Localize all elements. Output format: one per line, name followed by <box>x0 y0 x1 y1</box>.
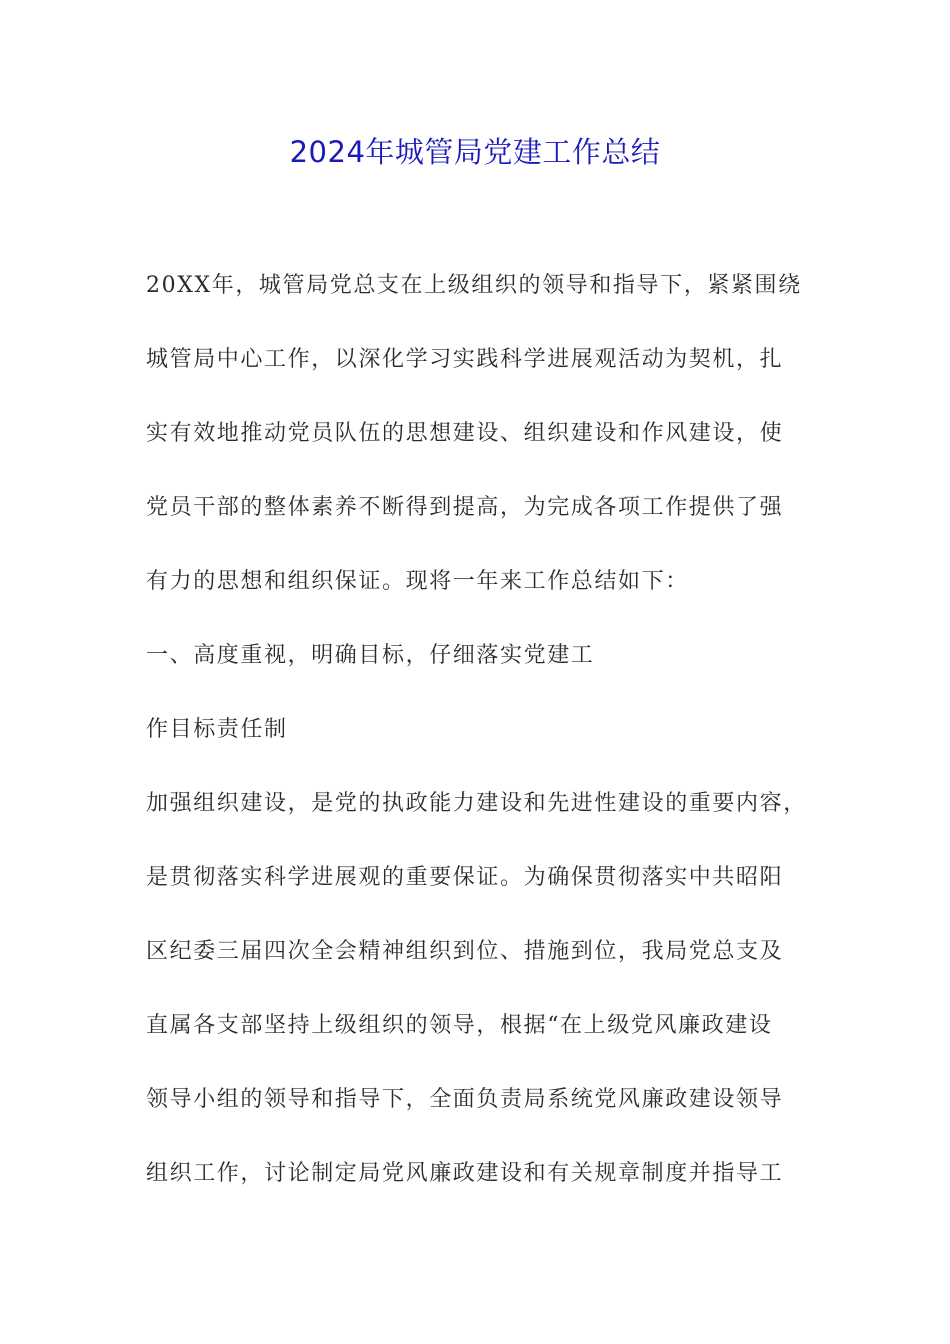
paragraph-line: 组织工作，讨论制定局党风廉政建设和有关规章制度并指导工 <box>146 1161 784 1186</box>
paragraph-line: 实有效地推动党员队伍的思想建设、组织建设和作风建设，使 <box>146 421 784 446</box>
paragraph-line: 领导小组的领导和指导下，全面负责局系统党风廉政建设领导 <box>146 1087 784 1112</box>
paragraph-line: 城管局中心工作，以深化学习实践科学进展观活动为契机，扎 <box>146 347 784 372</box>
paragraph-line: 党员干部的整体素养不断得到提高，为完成各项工作提供了强 <box>146 495 784 520</box>
section-heading-line: 作目标责任制 <box>146 717 288 742</box>
paragraph-line: 有力的思想和组织保证。现将一年来工作总结如下： <box>146 569 689 594</box>
paragraph-line: 加强组织建设，是党的执政能力建设和先进性建设的重要内容， <box>146 791 807 816</box>
document-title: 2024年城管局党建工作总结 <box>289 135 661 169</box>
section-heading-line: 一、高度重视，明确目标，仔细落实党建工 <box>146 643 595 668</box>
document-body <box>146 264 826 1226</box>
paragraph-line: 区纪委三届四次全会精神组织到位、措施到位，我局党总支及 <box>146 939 784 964</box>
paragraph-line: 直属各支部坚持上级组织的领导，根据“在上级党风廉政建设 <box>146 1013 773 1038</box>
paragraph-line: 20XX年，城管局党总支在上级组织的领导和指导下，紧紧围绕 <box>146 273 802 298</box>
paragraph-line: 是贯彻落实科学进展观的重要保证。为确保贯彻落实中共昭阳 <box>146 865 784 890</box>
